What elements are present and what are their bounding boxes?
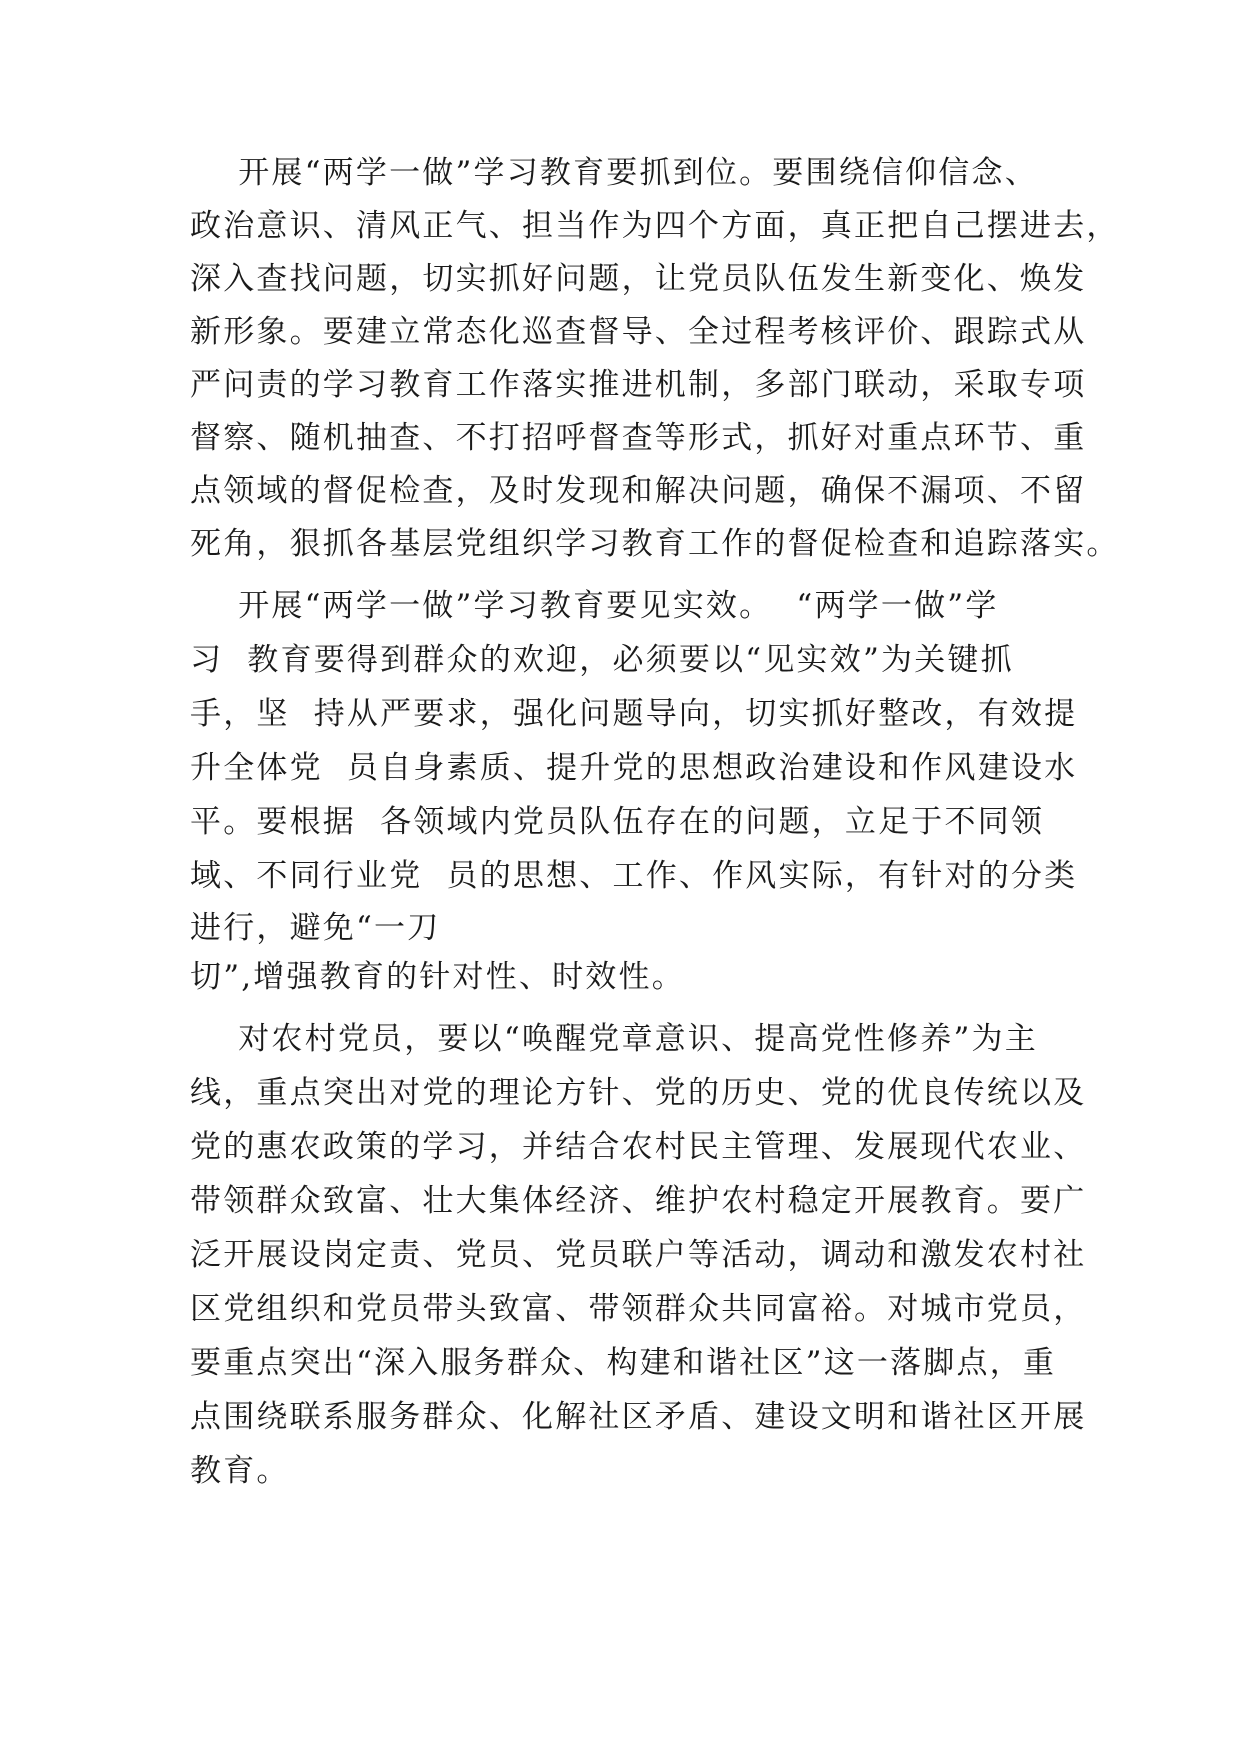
paragraph-line: 政治意识、清风正气、担当作为四个方面，真正把自己摆进去，	[190, 208, 1120, 244]
paragraph-line: 进行，避免“一刀	[190, 910, 441, 946]
paragraph-line: 习 教育要得到群众的欢迎，必须要以“见实效”为关键抓	[190, 642, 1014, 678]
paragraph-line: 平。要根据 各领域内党员队伍存在的问题，立足于不同领	[190, 804, 1045, 840]
paragraph-line: 督察、随机抽查、不打招呼督查等形式，抓好对重点环节、重	[190, 420, 1087, 456]
paragraph-line: 要重点突出“深入服务群众、构建和谐社区”这一落脚点，重	[190, 1345, 1057, 1381]
paragraph-line: 点围绕联系服务群众、化解社区矛盾、建设文明和谐社区开展	[190, 1399, 1087, 1435]
paragraph-line: 死角，狠抓各基层党组织学习教育工作的督促检查和追踪落实。	[190, 526, 1120, 562]
paragraph-line: 严问责的学习教育工作落实推进机制，多部门联动，采取专项	[190, 367, 1087, 403]
paragraph-line: 新形象。要建立常态化巡查督导、全过程考核评价、跟踪式从	[190, 314, 1087, 350]
paragraph-line: 域、不同行业党 员的思想、工作、作风实际，有针对的分类	[190, 858, 1078, 894]
paragraph-line: 教育。	[190, 1453, 290, 1489]
paragraph-line: 党的惠农政策的学习，并结合农村民主管理、发展现代农业、	[190, 1129, 1087, 1165]
paragraph-line: 线，重点突出对党的理论方针、党的历史、党的优良传统以及	[190, 1075, 1087, 1111]
paragraph-line: 对农村党员，要以“唤醒党章意识、提高党性修养”为主	[190, 1021, 1038, 1057]
paragraph-line: 开展“两学一做”学习教育要见实效。 “两学一做”学	[190, 588, 999, 624]
paragraph-line: 泛开展设岗定责、党员、党员联户等活动，调动和激发农村社	[190, 1237, 1087, 1273]
paragraph-line: 切”,增强教育的针对性、时效性。	[190, 959, 685, 995]
paragraph-line: 区党组织和党员带头致富、带领群众共同富裕。对城市党员，	[190, 1291, 1087, 1327]
paragraph-line: 手，坚 持从严要求，强化问题导向，切实抓好整改，有效提	[190, 696, 1078, 732]
paragraph-line: 深入查找问题，切实抓好问题，让党员队伍发生新变化、焕发	[190, 261, 1087, 297]
paragraph-line: 升全体党 员自身素质、提升党的思想政治建设和作风建设水	[190, 750, 1078, 786]
paragraph-line: 带领群众致富、壮大集体经济、维护农村稳定开展教育。要广	[190, 1183, 1087, 1219]
paragraph-line: 开展“两学一做”学习教育要抓到位。要围绕信仰信念、	[190, 155, 1038, 191]
paragraph-line: 点领域的督促检查，及时发现和解决问题，确保不漏项、不留	[190, 473, 1087, 509]
